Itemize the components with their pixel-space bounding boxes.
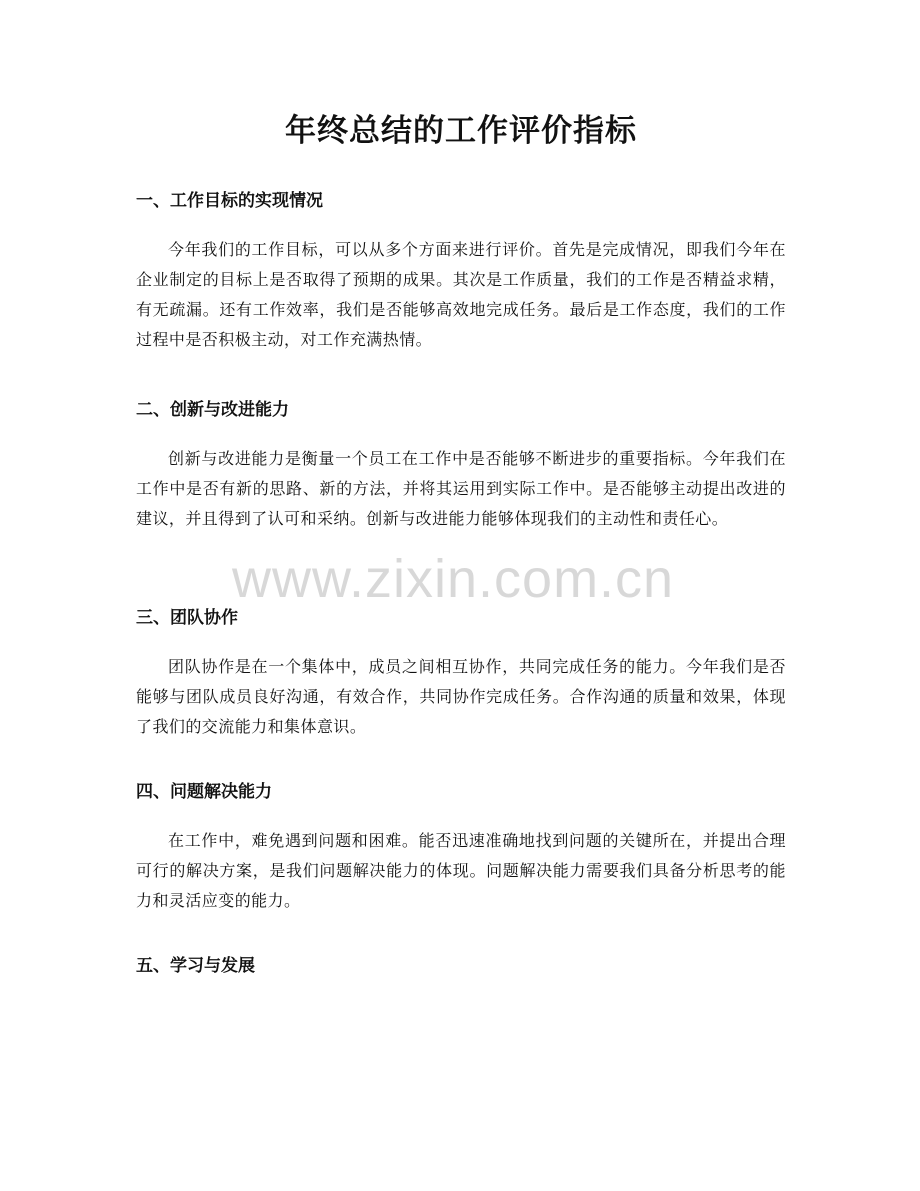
section-heading: 三、团队协作	[136, 608, 238, 628]
section-body: 团队协作是在一个集体中，成员之间相互协作，共同完成任务的能力。今年我们是否能够与团队成员良好沟通，有效合作，共同协作完成任务。合作沟通的质量和效果，体现了我们的交流能力和集体意识。	[136, 657, 786, 736]
section-body: 创新与改进能力是衡量一个员工在工作中是否能够不断进步的重要指标。今年我们在工作中是否有新的思路、新的方法，并将其运用到实际工作中。是否能够主动提出改进的建议，并且得到了认可和采纳。创新与改进能力能够体现我们的主动性和责任心。	[136, 449, 786, 528]
section-heading: 四、问题解决能力	[136, 782, 272, 802]
section-problem-solving	[136, 778, 786, 916]
section-innovation	[136, 396, 786, 534]
document-title: 年终总结的工作评价指标	[285, 113, 637, 149]
section-goal-achievement	[136, 187, 786, 355]
section-heading: 二、创新与改进能力	[136, 400, 289, 420]
section-heading: 五、学习与发展	[136, 956, 255, 976]
section-heading: 一、工作目标的实现情况	[136, 191, 323, 211]
section-body: 在工作中，难免遇到问题和困难。能否迅速准确地找到问题的关键所在，并提出合理可行的解决方案，是我们问题解决能力的体现。问题解决能力需要我们具备分析思考的能力和灵活应变的能力。	[136, 831, 786, 910]
watermark: www.zixin.com.cn	[232, 549, 675, 609]
section-body: 今年我们的工作目标，可以从多个方面来进行评价。首先是完成情况，即我们今年在企业制定的目标上是否取得了预期的成果。其次是工作质量，我们的工作是否精益求精，有无疏漏。还有工作效率，我们是否能够高效地完成任务。最后是工作态度，我们的工作过程中是否积极主动，对工作充满热情。	[136, 240, 786, 349]
section-teamwork	[136, 604, 786, 742]
section-learning	[136, 952, 786, 980]
